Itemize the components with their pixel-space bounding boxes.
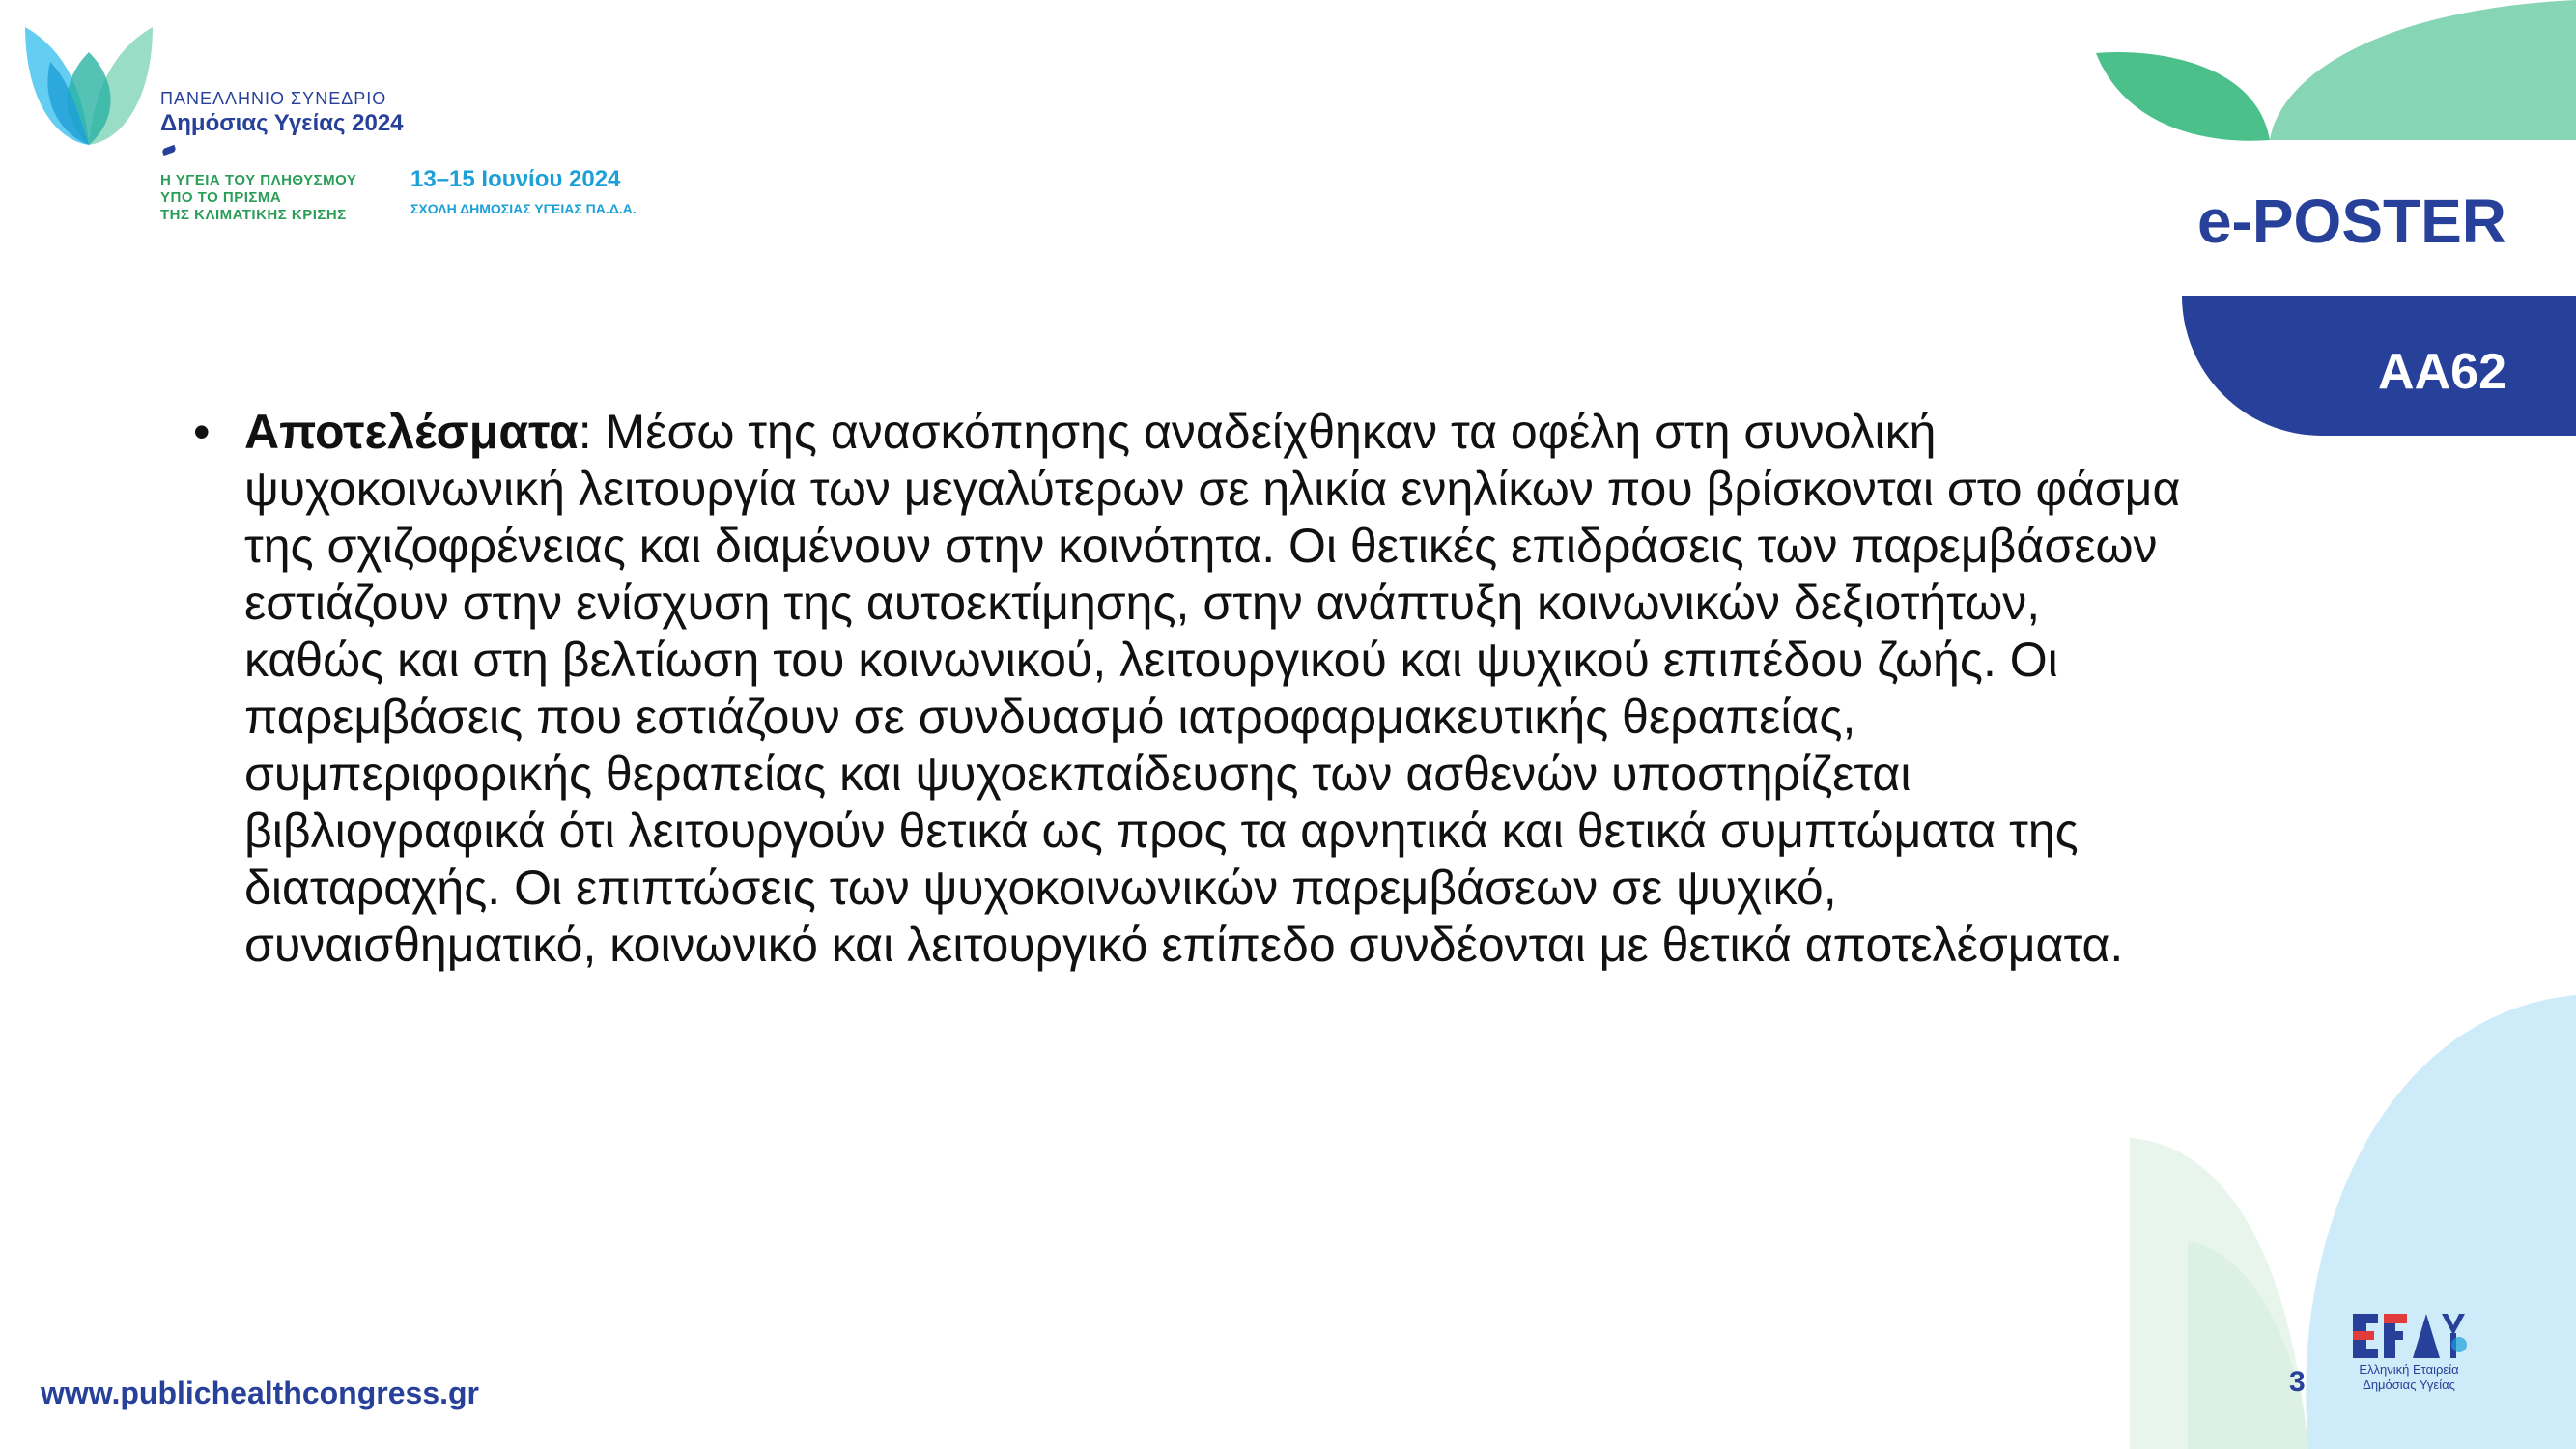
- decorative-leaves-top: [2086, 0, 2576, 145]
- theme-line2: ΥΠΟ ΤΟ ΠΡΙΣΜΑ: [160, 189, 282, 206]
- conference-title-line1: ΠΑΝΕΛΛΗΝΙΟ ΣΥΝΕΔΡΙΟ: [160, 89, 387, 108]
- results-text: : Μέσω της ανασκόπησης αναδείχθηκαν τα οφέλη στη συνολική ψυχοκοινωνική λειτουργία των μεγαλύτερων σε ηλικία ενηλίκων που βρίσκονται στο φάσμα της σχιζοφρένειας και διαμένουν στην κοινότητα. Οι θετικές επιδράσεις των παρεμβάσεων εστιάζουν στην ενίσχυση της αυτοεκτίμησης, στην ανάπτυξη κοινωνικών δεξιοτήτων, καθώς και στη βελτίωση του κοινωνικού, λειτουργικού και ψυχικού επιπέδου ζωής. Οι παρεμβάσεις που εστιάζουν σε συνδυασμό ιατροφαρμακευτικής θεραπείας, συμπεριφορικής θεραπείας και ψυχοεκπαίδευσης των ασθενών υποστηρίζεται βιβλιογραφικά ότι λειτουργούν θετικά ως προς τα αρνητικά και θετικά συμπτώματα της διαταραχής. Οι επιπτώσεις των ψυχοκοινωνικών παρεμβάσεων σε ψυχικό, συναισθηματικό, κοινωνικό και λειτουργικό επίπεδο συνδέονται με θετικά αποτελέσματα.: [244, 405, 2181, 972]
- society-name-line2: Δημόσιας Υγείας: [2363, 1378, 2455, 1392]
- footer-website-link[interactable]: www.publichealthcongress.gr: [41, 1376, 479, 1410]
- results-heading: Αποτελέσματα: [244, 405, 579, 459]
- theme-line1: Η ΥΓΕΙΑ ΤΟΥ ΠΛΗΘΥΣΜΟΥ: [160, 172, 357, 188]
- conference-venue: ΣΧΟΛΗ ΔΗΜΟΣΙΑΣ ΥΓΕΙΑΣ ΠΑ.Δ.Α.: [410, 201, 637, 216]
- society-logo-caption: [2341, 1362, 2477, 1393]
- conference-dates: 13–15 Ιουνίου 2024: [410, 166, 621, 192]
- society-name-line1: Ελληνική Εταιρεία: [2359, 1362, 2459, 1377]
- bullet-marker: •: [193, 405, 211, 459]
- conference-title-line2: Δημόσιας Υγείας 2024: [160, 110, 404, 136]
- page-number: 3: [2289, 1366, 2306, 1398]
- theme-line3: ΤΗΣ ΚΛΙΜΑΤΙΚΗΣ ΚΡΙΣΗΣ: [160, 207, 347, 223]
- leaf-accent-icon: [161, 145, 177, 156]
- poster-code: ΑΑ62: [2378, 344, 2506, 400]
- results-paragraph: [244, 404, 2181, 974]
- congress-logo-icon: [21, 23, 156, 149]
- eposter-badge: e-POSTER: [2196, 186, 2506, 256]
